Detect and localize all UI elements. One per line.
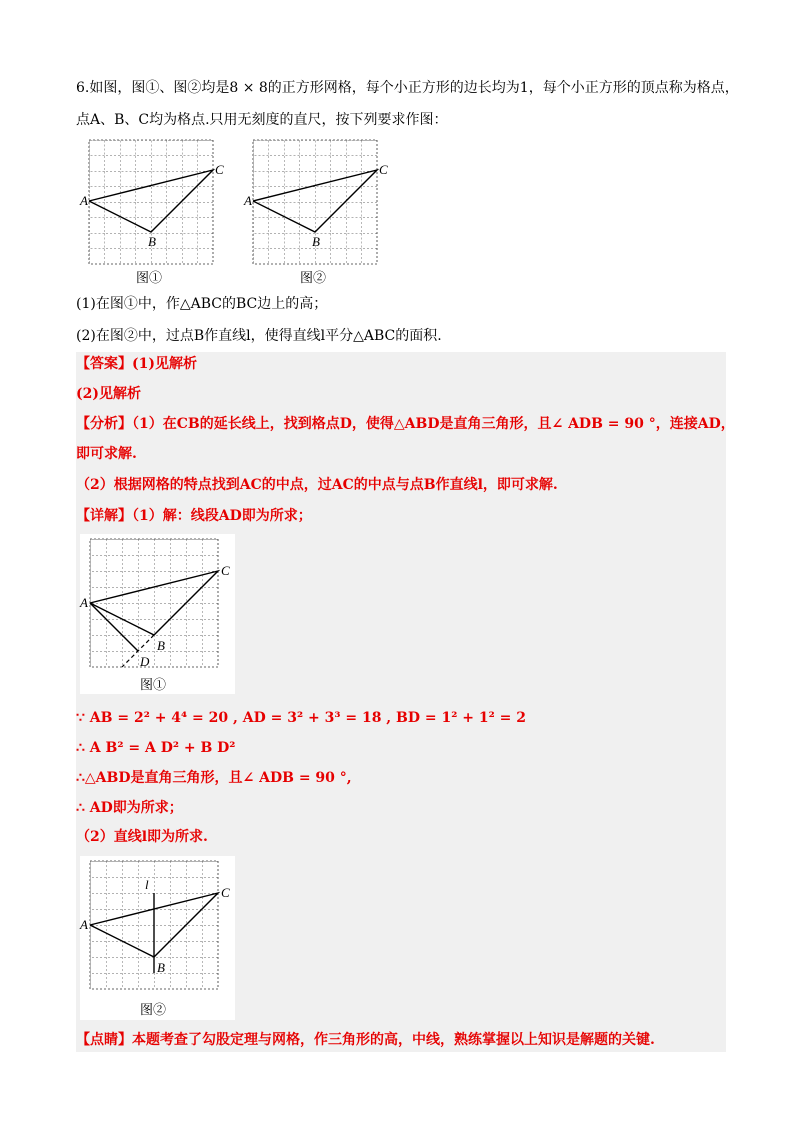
figure-caption: 图②: [300, 270, 327, 285]
eq-3: ∴△ABD是直角三角形，且∠ ADB = 90 °,: [76, 770, 352, 786]
label-b: B: [312, 234, 320, 249]
answer-line-1: [76, 354, 197, 374]
detail-line-1: [76, 506, 312, 526]
eq-4: ∴ AD即为所求；: [76, 800, 183, 816]
eq-2: ∴ A B² = A D² + B D²: [76, 740, 236, 756]
detail-s2: （2）直线l即为所求.: [76, 829, 208, 845]
label-l: l: [145, 877, 149, 892]
detail-tag: 【详解】: [76, 508, 132, 524]
question-line-1: 6.如图，图①、图②均是8 × 8的正方形网格，每个小正方形的边长均为1，每个小正方形的顶点称为格点，: [76, 80, 739, 96]
figure-caption: 图②: [140, 1002, 167, 1017]
label-d: D: [140, 654, 150, 669]
part-1: (1)在图①中，作△ABC的BC边上的高；: [76, 296, 328, 312]
label-b: B: [148, 234, 156, 249]
analysis-tag: 【分析】: [76, 416, 132, 432]
answer-2: (2)见解析: [76, 386, 141, 402]
label-c: C: [379, 162, 388, 177]
label-a: A: [80, 193, 88, 208]
label-b: B: [157, 638, 165, 653]
label-c: C: [221, 563, 230, 578]
label-b: B: [157, 960, 165, 975]
comment-text: 本题考查了勾股定理与网格，作三角形的高，中线，熟练掌握以上知识是解题的关键.: [132, 1032, 655, 1048]
part-2: (2)在图②中，过点B作直线l，使得直线l平分△ABC的面积.: [76, 328, 442, 344]
answer-tag: 【答案】: [76, 356, 132, 372]
label-c: C: [221, 885, 230, 900]
analysis-p1: （1）在CB的延长线上，找到格点D，使得△ABD是直角三角形，且∠ ADB = 90 °，连接AD，: [132, 416, 735, 432]
comment-line: [76, 1030, 655, 1050]
figure-caption: 图①: [140, 677, 167, 692]
detail-figure-2: [80, 856, 240, 1020]
figure-caption: 图①: [136, 270, 163, 285]
detail-s1: （1）解：线段AD即为所求；: [132, 508, 312, 524]
question-figure-1: [80, 138, 230, 286]
label-a: A: [80, 917, 88, 932]
analysis-p2: （2）根据网格的特点找到AC的中点，过AC的中点与点B作直线l，即可求解.: [76, 477, 558, 493]
question-figure-2: [244, 138, 394, 286]
answer-1: (1)见解析: [132, 356, 197, 372]
question-line-2: 点A、B、C均为格点.只用无刻度的直尺，按下列要求作图：: [76, 112, 448, 128]
eq-1: ∵ AB = 2² + 4⁴ = 20 , AD = 3² + 3³ = 18 , BD = 1² + 1² = 2: [76, 710, 526, 726]
detail-figure-1: [80, 534, 240, 694]
label-a: A: [80, 595, 88, 610]
label-a: A: [244, 193, 252, 208]
analysis-line-1: [76, 414, 735, 434]
label-c: C: [215, 162, 224, 177]
analysis-p1b: 即可求解.: [76, 446, 137, 462]
comment-tag: 【点睛】: [76, 1032, 132, 1048]
